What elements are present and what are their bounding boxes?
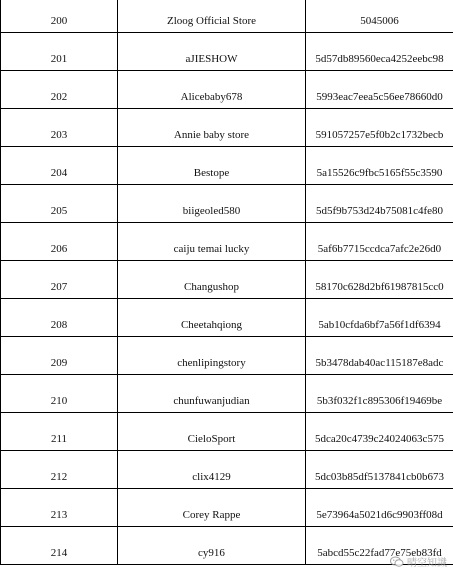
- table-row: [1, 185, 453, 223]
- store-id-cell-text: 5e73964a5021d6c9903ff08d: [316, 509, 443, 521]
- number-cell: [1, 299, 118, 337]
- store-name-cell: [118, 33, 306, 71]
- store-id-cell: [306, 147, 453, 185]
- store-id-cell-text: 5a15526c9fbc5165f55c3590: [316, 167, 443, 179]
- number-cell: [1, 0, 118, 33]
- number-cell-text: 205: [50, 205, 68, 217]
- number-cell: [1, 147, 118, 185]
- store-id-cell: [306, 223, 453, 261]
- store-id-cell: [306, 109, 453, 147]
- number-cell: [1, 527, 118, 565]
- store-id-cell: [306, 451, 453, 489]
- store-name-cell-text: CieloSport: [187, 433, 236, 445]
- number-cell-text: 210: [50, 395, 68, 407]
- store-name-cell: [118, 261, 306, 299]
- store-id-cell-text: 5abcd55c22fad77e75eb83fd: [317, 547, 442, 559]
- store-id-cell: [306, 375, 453, 413]
- table-row: [1, 489, 453, 527]
- store-name-cell: [118, 0, 306, 33]
- number-cell-text: 200: [50, 15, 68, 27]
- table-row: [1, 33, 453, 71]
- store-id-cell-text: 5b3f032f1c895306f19469be: [316, 395, 443, 407]
- table-row: [1, 337, 453, 375]
- store-id-cell-text: 5d57db89560eca4252eebc98: [315, 53, 444, 65]
- store-name-cell-text: chunfuwanjudian: [173, 395, 250, 407]
- store-name-cell-text: Corey Rappe: [182, 509, 241, 521]
- store-id-cell: [306, 337, 453, 375]
- store-id-cell: [306, 413, 453, 451]
- number-cell: [1, 489, 118, 527]
- number-cell: [1, 223, 118, 261]
- store-name-cell: [118, 489, 306, 527]
- store-name-cell: [118, 375, 306, 413]
- store-id-cell: [306, 0, 453, 33]
- table-row: [1, 147, 453, 185]
- store-id-cell: [306, 71, 453, 109]
- table-row: [1, 299, 453, 337]
- number-cell: [1, 413, 118, 451]
- store-name-cell: [118, 185, 306, 223]
- watermark: [390, 554, 447, 569]
- table-row: [1, 261, 453, 299]
- table-row: [1, 451, 453, 489]
- wechat-channel-icon: [390, 556, 404, 568]
- store-id-cell: [306, 185, 453, 223]
- number-cell: [1, 71, 118, 109]
- number-cell: [1, 261, 118, 299]
- store-name-cell-text: Bestope: [193, 167, 230, 179]
- number-cell-text: 203: [50, 129, 68, 141]
- store-name-cell-text: Zloog Official Store: [167, 15, 256, 27]
- number-cell-text: 209: [50, 357, 68, 369]
- store-id-cell: [306, 489, 453, 527]
- table-row: [1, 223, 453, 261]
- number-cell-text: 201: [50, 53, 68, 65]
- store-name-cell: [118, 147, 306, 185]
- store-name-cell: [118, 413, 306, 451]
- store-id-cell-text: 58170c628d2bf61987815cc0: [315, 281, 444, 293]
- table-row: [1, 71, 453, 109]
- number-cell: [1, 451, 118, 489]
- store-name-cell-text: Annie baby store: [173, 129, 250, 141]
- store-name-cell: [118, 337, 306, 375]
- store-name-cell: [118, 71, 306, 109]
- number-cell: [1, 337, 118, 375]
- number-cell-text: 208: [50, 319, 68, 331]
- number-cell-text: 212: [50, 471, 68, 483]
- store-name-cell-text: cy916: [198, 547, 225, 559]
- table-row: [1, 375, 453, 413]
- store-name-cell-text: Alicebaby678: [180, 91, 243, 103]
- store-name-cell: [118, 223, 306, 261]
- table-body: [1, 0, 453, 565]
- store-id-cell-text: 5dc03b85df5137841cb0b673: [315, 471, 444, 483]
- store-id-cell-text: 5d5f9b753d24b75081c4fe80: [315, 205, 444, 217]
- store-id-cell-text: 5045006: [360, 15, 399, 27]
- store-id-cell-text: 5ab10cfda6bf7a56f1df6394: [318, 319, 441, 331]
- table-row: [1, 527, 453, 565]
- store-name-cell: [118, 109, 306, 147]
- number-cell-text: 214: [50, 547, 68, 559]
- store-name-cell-text: caiju temai lucky: [173, 243, 250, 255]
- store-name-cell: [118, 299, 306, 337]
- number-cell: [1, 185, 118, 223]
- number-cell: [1, 375, 118, 413]
- store-name-cell-text: chenlipingstory: [177, 357, 246, 369]
- number-cell: [1, 33, 118, 71]
- store-id-cell-text: 5af6b7715ccdca7afc2e26d0: [317, 243, 442, 255]
- store-name-cell-text: clix4129: [192, 471, 231, 483]
- number-cell: [1, 109, 118, 147]
- store-id-cell-text: 591057257e5f0b2c1732becb: [315, 129, 444, 141]
- number-cell-text: 213: [50, 509, 68, 521]
- store-id-cell-text: 5993eac7eea5c56ee78660d0: [316, 91, 443, 103]
- store-name-cell-text: aJIESHOW: [185, 53, 238, 65]
- store-name-cell: [118, 527, 306, 565]
- store-name-cell-text: Changushop: [184, 281, 239, 293]
- table-row: [1, 109, 453, 147]
- store-id-cell-text: 5dca20c4739c24024063c575: [315, 433, 444, 445]
- number-cell-text: 204: [50, 167, 68, 179]
- store-id-cell-text: 5b3478dab40ac115187e8adc: [315, 357, 444, 369]
- store-name-cell: [118, 451, 306, 489]
- store-name-cell-text: biigeoled580: [182, 205, 241, 217]
- store-id-cell: [306, 299, 453, 337]
- number-cell-text: 207: [50, 281, 68, 293]
- watermark-text: 晴空知識: [407, 558, 447, 569]
- number-cell-text: 211: [50, 433, 68, 445]
- store-id-cell: [306, 261, 453, 299]
- store-name-cell-text: Cheetahqiong: [180, 319, 243, 331]
- number-cell-text: 206: [50, 243, 68, 255]
- table-row: [1, 0, 453, 33]
- number-cell-text: 202: [50, 91, 68, 103]
- store-id-cell: [306, 33, 453, 71]
- table-row: [1, 413, 453, 451]
